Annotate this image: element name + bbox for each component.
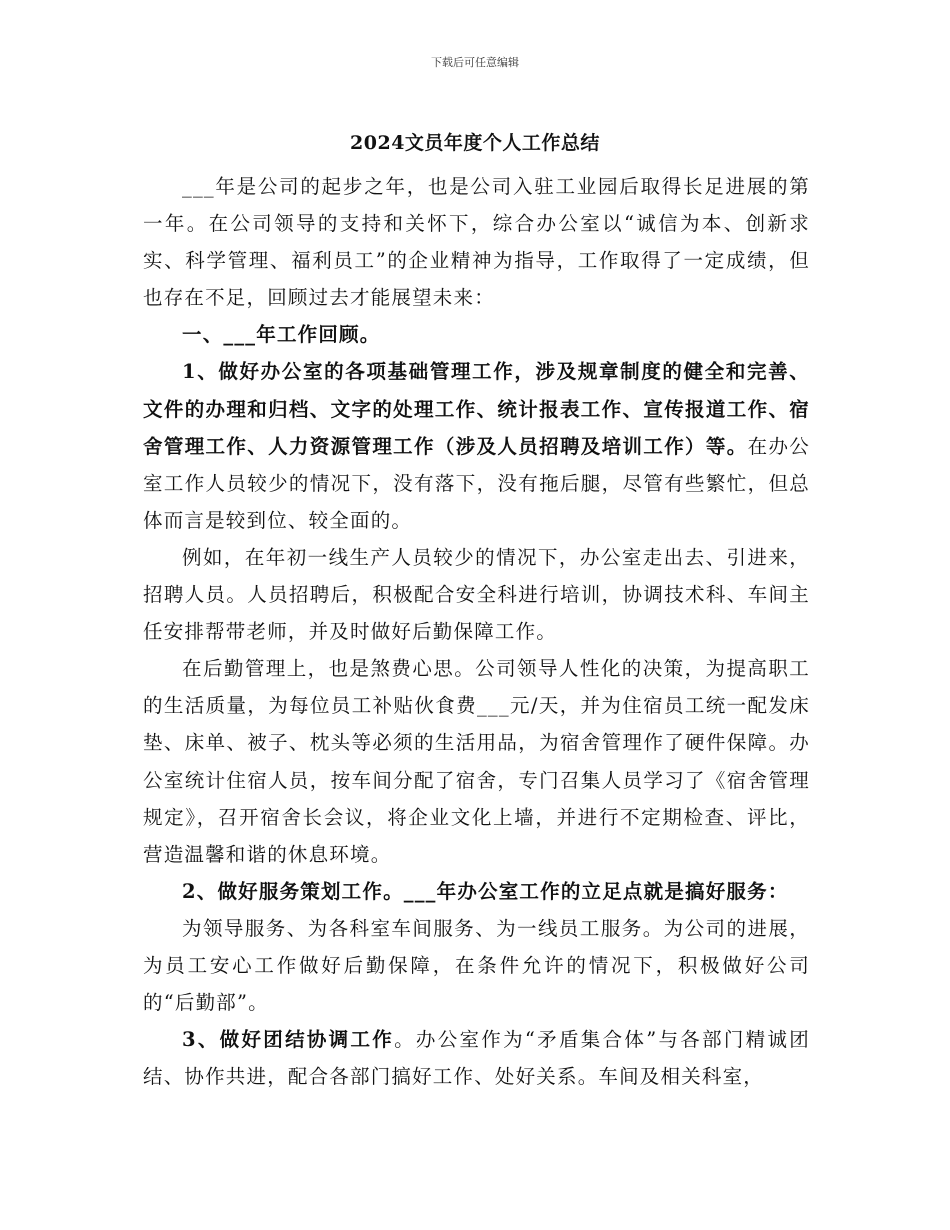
page-header-note: 下载后可任意编辑	[431, 56, 519, 69]
item-1-heading: 1、做好办公室的各项基础管理工作，涉及规章制度的健全和完善、文件的办理和归档、文字的处理工作、统计报表工作、宣传报道工作、宿舍管理工作、人力资源管理工作（涉及人员招聘及培训工作）等。	[143, 360, 810, 458]
item-1-text: 在办公室工作人员较少的情况下，没有落下，没有拖后腿，尽管有些繁忙，但总体而言是较到位、较全面的。	[143, 434, 810, 532]
section-heading-review: 一、___年工作回顾。	[182, 323, 381, 347]
item-3-paragraph	[143, 1021, 810, 1095]
service-paragraph: 为领导服务、为各科室车间服务、为一线员工服务。为公司的进展，为员工安心工作做好后勤保障，在条件允许的情况下，积极做好公司的“后勤部”。	[143, 916, 810, 1015]
document-title: 2024文员年度个人工作总结	[350, 132, 600, 154]
intro-paragraph: ___年是公司的起步之年，也是公司入驻工业园后取得长足进展的第一年。在公司领导的支持和关怀下，综合办公室以“诚信为本、创新求实、科学管理、福利员工”的企业精神为指导，工作取得了一定成绩，但也存在不足，回顾过去才能展望未来：	[143, 175, 810, 310]
logistics-paragraph: 在后勤管理上，也是煞费心思。公司领导人性化的决策，为提高职工的生活质量，为每位员工补贴伙食费___元/天，并为住宿员工统一配发床垫、床单、被子、枕头等必须的生活用品，为宿舍管理作了硬件保障。办公室统计住宿人员，按车间分配了宿舍，专门召集人员学习了《宿舍管理规定》，召开宿舍长会议，将企业文化上墙，并进行不定期检查、评比，营造温馨和谐的休息环境。	[143, 657, 810, 866]
item-3-text: 。办公室作为“矛盾集合体”与各部门精诚团结、协作共进，配合各部门搞好工作、处好关系。车间及相关科室，	[143, 1028, 810, 1089]
example-paragraph: 例如，在年初一线生产人员较少的情况下，办公室走出去、引进来，招聘人员。人员招聘后，积极配合安全科进行培训，协调技术科、车间主任安排帮带老师，并及时做好后勤保障工作。	[143, 545, 810, 644]
item-2-heading: 2、做好服务策划工作。___年办公室工作的立足点就是搞好服务：	[182, 879, 789, 903]
item-3-heading: 3、做好团结协调工作	[182, 1028, 395, 1052]
document-body	[143, 168, 810, 1095]
item-1-paragraph	[143, 353, 810, 538]
